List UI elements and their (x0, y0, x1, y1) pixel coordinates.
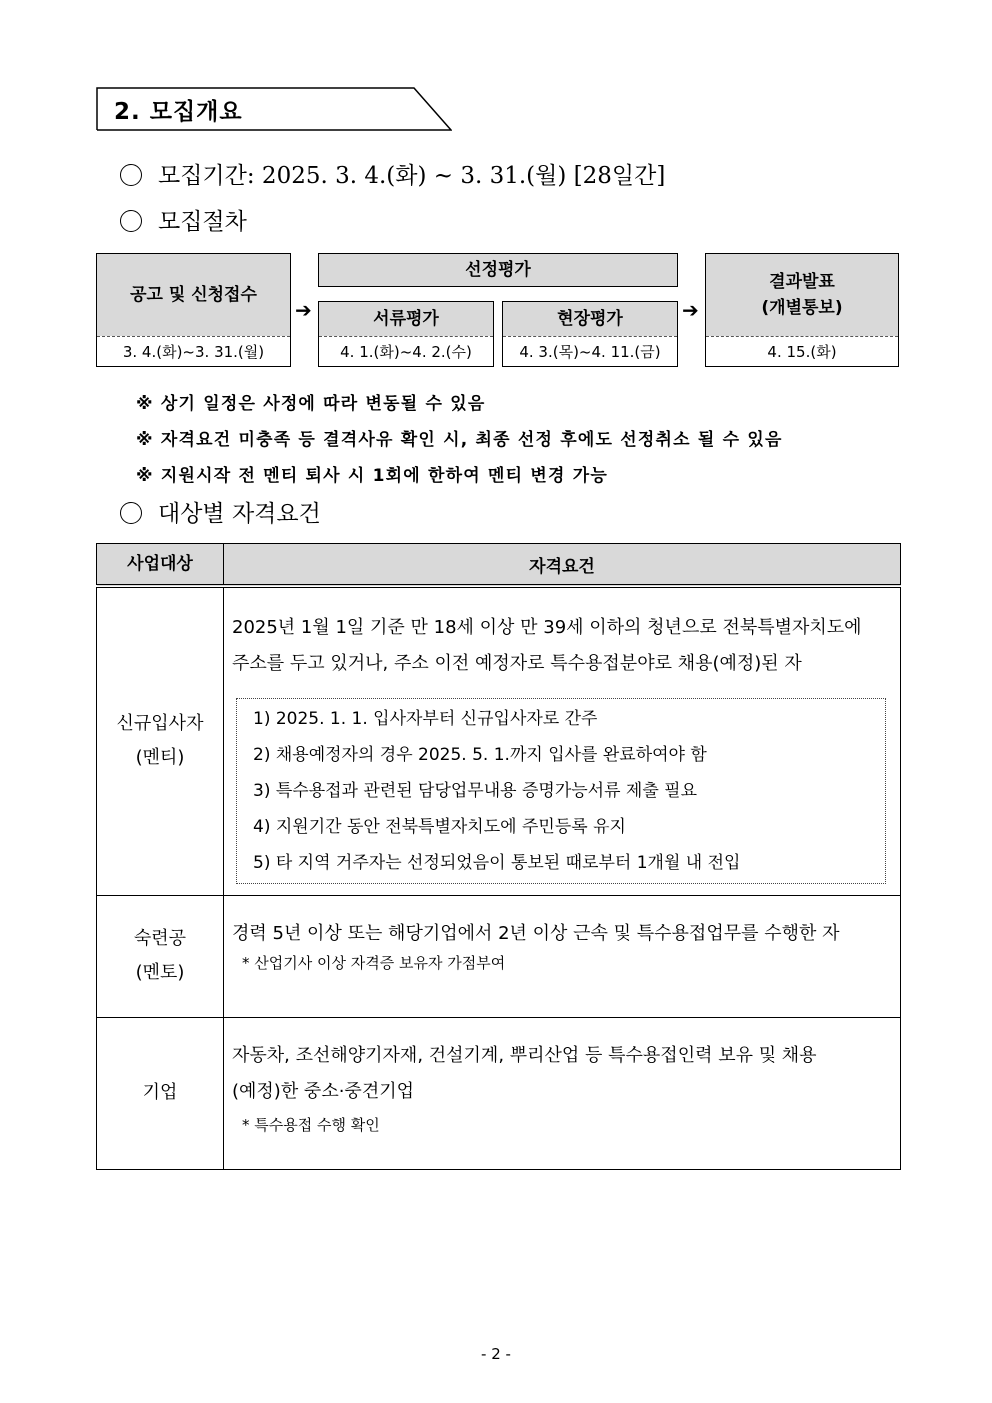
flow-step-result (705, 253, 899, 367)
arrow-right-icon: ➔ (295, 298, 312, 322)
flow-step-date: 3. 4.(화)~3. 31.(월) (97, 336, 290, 366)
recruit-procedure (120, 203, 247, 236)
requirement-line1: 자동차, 조선해양기자재, 건설기계, 뿌리산업 등 특수용접인력 보유 및 채용 (232, 1044, 817, 1066)
recruit-procedure-text: 모집절차 (158, 209, 247, 235)
requirement-line1: 경력 5년 이상 또는 해당기업에서 2년 이상 근속 및 특수용접업무를 수행한 자 (232, 922, 840, 944)
requirement-detail-box (236, 698, 886, 884)
detail-item: 5) 타 지역 거주자는 선정되었음이 통보된 때로부터 1개월 내 전입 (253, 853, 741, 873)
flow-step-date: 4. 3.(목)~4. 11.(금) (503, 336, 677, 366)
detail-item: 3) 특수용접과 관련된 담당업무내용 증명가능서류 제출 필요 (253, 781, 697, 801)
flow-step-announcement (96, 253, 291, 367)
circle-bullet-icon (120, 502, 142, 524)
section-title: 2. 모집개요 (114, 99, 243, 125)
target-line2: (멘토) (135, 962, 185, 983)
target-line2: (멘티) (135, 747, 185, 769)
table-row-new-hire (97, 586, 901, 895)
flow-step-title: 공고 및 신청접수 (97, 254, 290, 336)
table-header-row (97, 544, 901, 587)
flow-step-date: 4. 15.(화) (706, 336, 898, 366)
flow-step-title: 현장평가 (503, 302, 677, 336)
note-1: ※ 상기 일정은 사정에 따라 변동될 수 있음 (136, 394, 486, 414)
recruit-period-text: 모집기간: 2025. 3. 4.(화) ~ 3. 31.(월) [28일간] (158, 163, 666, 189)
table-row-company (97, 1017, 901, 1169)
requirement-cell (224, 1017, 901, 1169)
detail-item: 1) 2025. 1. 1. 입사자부터 신규입사자로 간주 (253, 709, 598, 729)
flow-step-title: 서류평가 (319, 302, 493, 336)
table-row-mentor (97, 895, 901, 1017)
circle-bullet-icon (120, 164, 142, 186)
flow-step-title-line1: 결과발표 (769, 272, 835, 292)
flow-step-document-review (318, 301, 494, 367)
eligibility-heading-text: 대상별 자격요건 (158, 501, 321, 527)
target-cell (97, 895, 224, 1017)
flow-step-title (706, 254, 898, 336)
requirement-cell (224, 895, 901, 1017)
detail-item: 4) 지원기간 동안 전북특별자치도에 주민등록 유지 (253, 817, 626, 837)
recruit-period (120, 157, 665, 190)
flow-step-title-line2: (개별통보) (761, 298, 843, 318)
section-title-tab (96, 87, 452, 131)
target-cell (97, 586, 224, 895)
detail-item: 2) 채용예정자의 경우 2025. 5. 1.까지 입사를 완료하여야 함 (253, 745, 707, 765)
header-requirements: 자격요건 (224, 544, 901, 587)
circle-bullet-icon (120, 210, 142, 232)
requirement-line2: (예정)한 중소·중견기업 (232, 1080, 414, 1102)
header-target: 사업대상 (97, 544, 224, 587)
flow-group-selection: 선정평가 (318, 253, 678, 287)
target-line1: 신규입사자 (116, 713, 204, 735)
note-3: ※ 지원시작 전 멘티 퇴사 시 1회에 한하여 멘티 변경 가능 (136, 466, 609, 486)
target-line1: 숙련공 (133, 928, 187, 949)
eligibility-table (96, 543, 901, 1170)
requirement-cell (224, 586, 901, 895)
requirement-note: * 특수용접 수행 확인 (242, 1115, 380, 1134)
requirement-line1: 2025년 1월 1일 기준 만 18세 이상 만 39세 이하의 청년으로 전북특별자치도에 (232, 617, 862, 638)
flow-step-site-review (502, 301, 678, 367)
requirement-line2: 주소를 두고 있거나, 주소 이전 예정자로 특수용접분야로 채용(예정)된 자 (232, 653, 802, 674)
target-cell: 기업 (97, 1017, 224, 1169)
page-number: - 2 - (481, 1345, 511, 1363)
requirement-note: * 산업기사 이상 자격증 보유자 가점부여 (242, 953, 506, 972)
arrow-right-icon: ➔ (682, 298, 699, 322)
flow-step-date: 4. 1.(화)~4. 2.(수) (319, 336, 493, 366)
note-2: ※ 자격요건 미충족 등 결격사유 확인 시, 최종 선정 후에도 선정취소 될 수 있음 (136, 430, 783, 450)
eligibility-heading (120, 495, 321, 528)
